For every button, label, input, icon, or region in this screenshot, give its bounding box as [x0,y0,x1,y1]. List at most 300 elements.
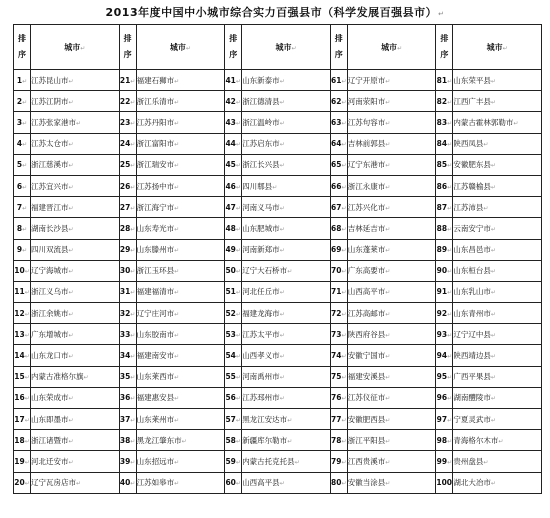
paragraph-mark-icon: ↵ [279,310,285,318]
rank-header-top: 排 [229,34,238,43]
paragraph-mark-icon: ↵ [130,183,136,191]
paragraph-mark-icon: ↵ [235,437,241,445]
city-cell [453,451,542,472]
city-cell [242,366,331,387]
city-cell [453,345,542,366]
city-name: 江苏昆山市 [31,75,69,85]
paragraph-mark-icon: ↵ [68,162,74,170]
paragraph-mark-icon: ↵ [68,437,74,445]
rank-header-bottom: 序 [123,50,132,59]
rank-cell [225,239,242,260]
city-cell [453,430,542,451]
rank-value: 89 [436,245,448,255]
paragraph-mark-icon: ↵ [130,458,136,466]
paragraph-mark-icon: ↵ [130,268,136,276]
table-row [14,324,542,345]
paragraph-mark-icon: ↵ [279,141,285,149]
rank-cell [330,430,347,451]
rank-value: 57 [225,414,236,424]
city-name: 辽宁庄河市 [136,308,175,318]
rank-cell [14,175,31,196]
rank-cell [14,281,31,302]
paragraph-mark-icon: ↵ [130,247,136,255]
rank-value: 66 [331,181,342,191]
rank-value: 26 [119,181,131,191]
rank-value: 74 [331,351,342,361]
city-name: 江苏太平市 [242,329,280,339]
paragraph-mark-icon: ↵ [24,331,30,339]
paragraph-mark-icon: ↵ [22,225,28,233]
city-header-label: 城市 [486,42,503,52]
city-cell [31,70,120,91]
rank-value: 77 [331,414,342,424]
rank-value: 79 [331,456,342,466]
city-cell [453,70,542,91]
rank-value: 39 [119,456,131,466]
rank-value: 8 [16,223,23,233]
paragraph-mark-icon: ↵ [76,480,82,488]
city-header-label: 城市 [64,42,81,52]
rank-cell [330,239,347,260]
city-name: 辽宁辽中县 [453,329,491,339]
paragraph-mark-icon: ↵ [341,225,347,233]
rank-value: 65 [331,160,342,170]
rank-value: 37 [119,414,131,424]
rank-value: 69 [331,245,342,255]
city-name: 江苏江阴市 [31,96,69,106]
rank-cell [119,366,136,387]
paragraph-mark-icon: ↵ [24,437,30,445]
rank-cell [436,387,453,408]
rank-cell [330,387,347,408]
paragraph-mark-icon: ↵ [341,183,347,191]
paragraph-mark-icon: ↵ [130,374,136,382]
city-cell [242,133,331,154]
city-cell [242,260,331,281]
rank-cell [14,218,31,239]
city-name: 山东胶南市 [136,329,175,339]
rank-cell [436,472,453,493]
paragraph-mark-icon: ↵ [341,310,347,318]
paragraph-mark-icon: ↵ [235,268,241,276]
rank-value: 68 [331,223,342,233]
rank-value: 48 [225,223,236,233]
rank-cell [14,112,31,133]
paragraph-mark-icon: ↵ [68,98,74,106]
rank-value: 14 [14,351,25,361]
rank-value: 54 [225,351,236,361]
city-cell [31,451,120,472]
paragraph-mark-icon: ↵ [341,289,347,297]
paragraph-mark-icon: ↵ [490,98,496,106]
rank-cell [14,324,31,345]
rank-value: 61 [331,75,342,85]
city-cell [242,197,331,218]
paragraph-mark-icon: ↵ [174,289,180,297]
city-cell [453,218,542,239]
paragraph-mark-icon: ↵ [174,268,180,276]
rank-cell [119,345,136,366]
paragraph-mark-icon: ↵ [22,247,28,255]
paragraph-mark-icon: ↵ [130,119,136,127]
city-name: 江苏启东市 [242,139,280,149]
city-name: 江西广丰县 [453,96,491,106]
city-cell [136,154,225,175]
paragraph-mark-icon: ↵ [447,374,453,382]
rank-value: 35 [119,372,131,382]
paragraph-mark-icon: ↵ [447,268,453,276]
rank-value: 5 [16,160,23,170]
city-name: 山东荣平县 [453,75,491,85]
rank-cell [225,303,242,324]
city-cell [347,430,436,451]
paragraph-mark-icon: ↵ [22,204,28,212]
rank-value: 24 [119,139,131,149]
paragraph-mark-icon: ↵ [490,268,496,276]
paragraph-mark-icon: ↵ [235,98,241,106]
city-cell [31,430,120,451]
paragraph-mark-icon: ↵ [490,374,496,382]
rank-value: 44 [225,139,236,149]
rank-value: 34 [119,351,131,361]
rank-column-header [119,25,136,70]
rank-cell [14,133,31,154]
paragraph-mark-icon: ↵ [447,204,453,212]
rank-value: 62 [331,96,342,106]
paragraph-mark-icon: ↵ [235,289,241,297]
paragraph-mark-icon: ↵ [22,119,28,127]
paragraph-mark-icon: ↵ [385,331,391,339]
rank-value: 9 [16,245,23,255]
city-name: 辽宁开原市 [347,75,386,85]
rank-value: 31 [119,287,131,297]
city-cell [136,91,225,112]
rank-value: 97 [436,414,448,424]
city-cell [136,303,225,324]
rank-header-bottom: 序 [229,50,238,59]
paragraph-mark-icon: ↵ [447,331,453,339]
rank-cell [225,133,242,154]
paragraph-mark-icon: ↵ [447,247,453,255]
city-cell [242,451,331,472]
rank-header-top: 排 [18,34,26,43]
table-row [14,387,542,408]
city-name: 江苏兴化市 [347,202,386,212]
paragraph-mark-icon: ↵ [174,225,180,233]
city-name: 浙江义乌市 [31,287,69,297]
city-name: 浙江海宁市 [136,202,175,212]
city-cell [347,112,436,133]
city-cell [347,197,436,218]
rank-cell [225,409,242,430]
rank-cell [436,112,453,133]
paragraph-mark-icon: ↵ [22,183,28,191]
paragraph-mark-icon: ↵ [447,141,453,149]
paragraph-mark-icon: ↵ [22,162,28,170]
city-name: 浙江永康市 [347,181,386,191]
city-cell [347,154,436,175]
rank-cell [330,154,347,175]
rank-value: 81 [436,75,448,85]
rank-value: 20 [14,478,25,488]
city-cell [242,281,331,302]
paragraph-mark-icon: ↵ [24,374,30,382]
rank-cell [14,451,31,472]
city-name: 河北任丘市 [242,287,280,297]
ranking-table-body [14,25,542,494]
city-name: 山东蓬莱市 [347,245,386,255]
rank-value: 29 [119,245,131,255]
city-cell [453,324,542,345]
city-cell [136,175,225,196]
paragraph-mark-icon: ↵ [483,458,489,466]
city-name: 四川郫县 [242,181,273,191]
city-column-header [453,25,542,70]
city-cell [136,218,225,239]
paragraph-mark-icon: ↵ [174,310,180,318]
city-cell [347,472,436,493]
paragraph-mark-icon: ↵ [174,141,180,149]
paragraph-mark-icon: ↵ [447,310,453,318]
rank-cell [330,218,347,239]
paragraph-mark-icon: ↵ [287,416,293,424]
city-name: 山东青州市 [453,308,491,318]
city-cell [136,133,225,154]
city-cell [31,260,120,281]
paragraph-mark-icon: ↵ [22,98,28,106]
paragraph-mark-icon: ↵ [279,289,285,297]
rank-cell [119,260,136,281]
city-name: 黑龙江肇东市 [136,435,182,445]
city-name: 新疆库尔勒市 [242,435,288,445]
rank-cell [330,366,347,387]
rank-header-bottom: 序 [334,50,343,59]
paragraph-mark-icon: ↵ [294,458,300,466]
rank-value: 51 [225,287,236,297]
rank-cell [225,154,242,175]
rank-cell [14,409,31,430]
rank-value: 56 [225,393,236,403]
rank-cell [14,303,31,324]
paragraph-mark-icon: ↵ [68,289,74,297]
paragraph-mark-icon: ↵ [181,437,187,445]
city-cell [453,472,542,493]
city-name: 安徽肥东县 [453,160,491,170]
city-name: 贵州盘县 [453,456,484,466]
city-cell [453,260,542,281]
paragraph-mark-icon: ↵ [447,458,453,466]
rank-cell [436,345,453,366]
paragraph-mark-icon: ↵ [490,331,496,339]
rank-value: 91 [436,287,448,297]
paragraph-mark-icon: ↵ [235,374,241,382]
table-row [14,472,542,493]
city-name: 河北迁安市 [31,456,69,466]
city-cell [347,133,436,154]
paragraph-mark-icon: ↵ [287,437,293,445]
rank-cell [119,91,136,112]
city-name: 江西贵溪市 [347,456,386,466]
city-name: 福建安溪县 [347,372,386,382]
rank-value: 88 [436,223,448,233]
paragraph-mark-icon: ↵ [235,204,241,212]
city-cell [453,91,542,112]
paragraph-mark-icon: ↵ [235,395,241,403]
paragraph-mark-icon: ↵ [174,353,180,361]
paragraph-mark-icon: ↵ [341,416,347,424]
paragraph-mark-icon: ↵ [24,289,30,297]
city-name: 青海格尔木市 [453,435,499,445]
city-name: 江苏扬中市 [136,181,175,191]
paragraph-mark-icon: ↵ [68,77,74,85]
city-cell [31,112,120,133]
city-cell [453,239,542,260]
city-name: 江苏宜兴市 [31,181,69,191]
rank-cell [330,112,347,133]
rank-cell [225,366,242,387]
city-name: 陕西府谷县 [347,329,386,339]
rank-cell [225,175,242,196]
paragraph-mark-icon: ↵ [490,353,496,361]
city-name: 福建福清市 [136,287,175,297]
rank-cell [436,197,453,218]
city-cell [453,112,542,133]
city-name: 山东寿光市 [136,223,175,233]
paragraph-mark-icon: ↵ [235,353,241,361]
paragraph-mark-icon: ↵ [385,98,391,106]
paragraph-mark-icon: ↵ [235,416,241,424]
city-cell [31,409,120,430]
paragraph-mark-icon: ↵ [235,77,241,85]
city-name: 河南新郑市 [242,245,280,255]
city-header-label: 城市 [275,42,292,52]
city-column-header [136,25,225,70]
rank-cell [119,112,136,133]
city-cell [347,366,436,387]
rank-value: 99 [436,456,448,466]
city-name: 辽宁大石桥市 [242,266,288,276]
city-cell [31,197,120,218]
paragraph-mark-icon: ↵ [447,437,453,445]
table-row [14,218,542,239]
rank-cell [14,472,31,493]
city-cell [31,91,120,112]
paragraph-mark-icon: ↵ [174,98,180,106]
city-cell [347,218,436,239]
city-name: 山西高平县 [242,478,280,488]
page-title-text: 2013年度中国中小城市综合实力百强县市（科学发展百强县市） [105,6,438,19]
city-cell [31,345,120,366]
rank-cell [225,260,242,281]
city-name: 浙江富阳市 [136,139,175,149]
city-cell [347,387,436,408]
city-cell [136,112,225,133]
rank-cell [436,303,453,324]
rank-value: 67 [331,202,342,212]
rank-value: 1 [16,75,23,85]
paragraph-mark-icon: ↵ [502,44,508,52]
paragraph-mark-icon: ↵ [24,268,30,276]
paragraph-mark-icon: ↵ [130,98,136,106]
rank-value: 45 [225,160,236,170]
paragraph-mark-icon: ↵ [385,247,391,255]
city-name: 江苏丹阳市 [136,117,175,127]
rank-value: 73 [331,329,342,339]
rank-cell [119,430,136,451]
rank-cell [119,218,136,239]
rank-cell [119,387,136,408]
city-name: 山东新泰市 [242,75,280,85]
paragraph-mark-icon: ↵ [68,416,74,424]
city-cell [136,197,225,218]
rank-value: 22 [119,96,131,106]
rank-value: 27 [119,202,131,212]
city-cell [31,239,120,260]
paragraph-mark-icon: ↵ [385,310,391,318]
paragraph-mark-icon: ↵ [490,395,496,403]
city-name: 江苏仪征市 [347,393,386,403]
city-cell [453,387,542,408]
paragraph-mark-icon: ↵ [483,204,489,212]
city-name: 吉林延吉市 [347,223,386,233]
city-cell [242,112,331,133]
city-cell [242,70,331,91]
city-name: 浙江慈溪市 [31,160,69,170]
rank-header-top: 排 [334,34,343,43]
city-name: 陕西凤县 [453,139,484,149]
city-cell [347,239,436,260]
city-name: 福建晋江市 [31,202,69,212]
city-cell [347,303,436,324]
paragraph-mark-icon: ↵ [235,225,241,233]
paragraph-mark-icon: ↵ [279,162,285,170]
city-cell [136,430,225,451]
city-cell [136,409,225,430]
city-name: 福建龙海市 [242,308,280,318]
rank-cell [436,430,453,451]
rank-cell [436,239,453,260]
paragraph-mark-icon: ↵ [397,44,403,52]
paragraph-mark-icon: ↵ [130,310,136,318]
city-cell [31,154,120,175]
city-name: 山东乳山市 [453,287,491,297]
rank-value: 42 [225,96,236,106]
paragraph-mark-icon: ↵ [24,416,30,424]
city-name: 河南义马市 [242,202,280,212]
paragraph-mark-icon: ↵ [68,225,74,233]
city-cell [347,281,436,302]
city-name: 浙江温岭市 [242,117,280,127]
paragraph-mark-icon: ↵ [447,77,453,85]
city-cell [453,303,542,324]
paragraph-mark-icon: ↵ [447,162,453,170]
city-cell [242,409,331,430]
city-cell [242,175,331,196]
city-name: 浙江余姚市 [31,308,69,318]
paragraph-mark-icon: ↵ [68,204,74,212]
rank-value: 36 [119,393,131,403]
paragraph-mark-icon: ↵ [279,77,285,85]
rank-value: 33 [119,329,131,339]
paragraph-mark-icon: ↵ [341,353,347,361]
paragraph-mark-icon: ↵ [341,162,347,170]
rank-value: 82 [436,96,448,106]
rank-value: 83 [436,117,448,127]
city-name: 江苏赣榆县 [453,181,491,191]
paragraph-mark-icon: ↵ [130,437,136,445]
paragraph-mark-icon: ↵ [130,480,136,488]
rank-value: 85 [436,160,448,170]
